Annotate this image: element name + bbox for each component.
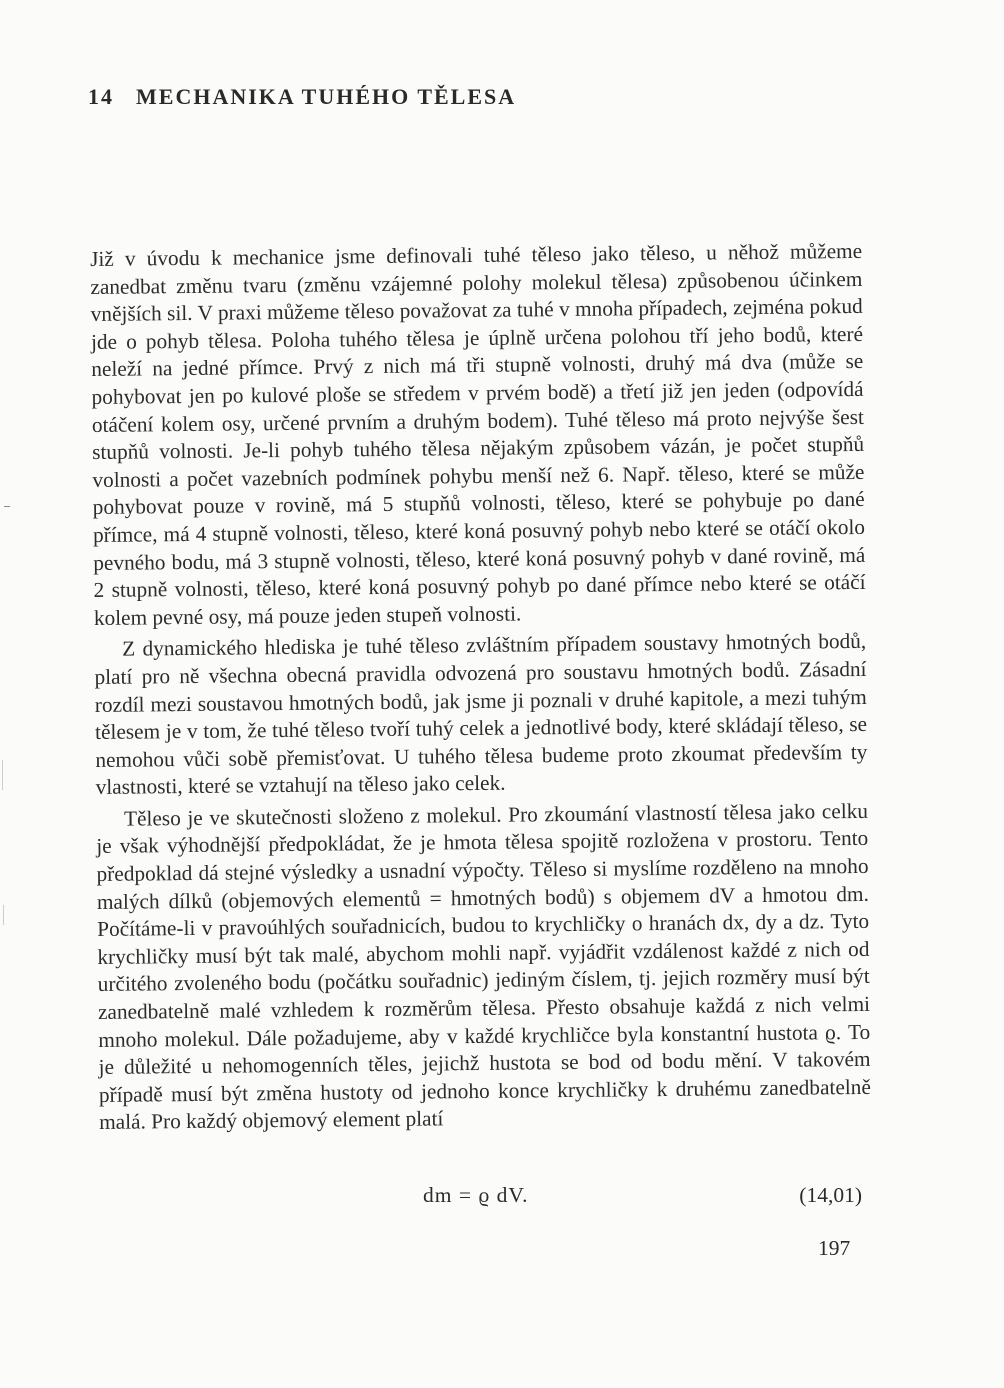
- scan-mark: [4, 506, 10, 507]
- chapter-title: MECHANIKA TUHÉHO TĚLESA: [136, 84, 517, 109]
- scan-mark: [2, 760, 3, 790]
- running-header: [88, 84, 516, 110]
- scan-mark: [3, 905, 4, 925]
- paragraph-2: Z dynamického hlediska je tuhé těleso zvláštním případem soustavy hmotných bodů, platí pro ně všechna obecná pravidla odvozená pro soustavu hmotných bodů. Zásadní rozdíl mezi soustavou hmotných bodů, jak jsme ji poznali v druhé kapitole, a mezi tuhým tělesem je v tom, že tuhé těleso tvoří tuhý celek a jednotlivé body, které skládají těleso, se nemohou vůči sobě přemisťovat. U tuhého tělesa budeme proto zkoumat především ty vlastnosti, které se vztahují na těleso jako celek.: [94, 629, 868, 800]
- chapter-number: 14: [88, 84, 114, 109]
- paragraph-1: Již v úvodu k mechanice jsme definovali tuhé těleso jako těleso, u něhož můžeme zanedbat změnu tvaru (změnu vzájemné polohy molekul tělesa) způsobenou účinkem vnějších sil. V praxi můžeme těleso považovat za tuhé v mnoha případech, zejména pokud jde o pohyb tělesa. Poloha tuhého tělesa je úplně určena polohou tří jeho bodů, které neleží na jedné přímce. Prvý z nich má tři stupně volnosti, druhý má dva (může se pohybovat jen po kulové ploše se středem v prvém bodě) a třetí již jen jeden (odpovídá otáčení kolem osy, určené prvním a druhým bodem). Tuhé těleso má proto nejvýše šest stupňů volnosti. Je-li pohyb tuhého tělesa nějakým způsobem vázán, je počet stupňů volnosti a počet vazebních podmínek pohybu menší než 6. Např. těleso, které se může pohybovat pouze v rovině, má 5 stupňů volnosti, těleso, které se pohybuje po dané přímce, má 4 stupně volnosti, těleso, které koná posuvný pohyb nebo které se otáčí okolo pevného bodu, má 3 stupně volnosti, těleso, které koná posuvný pohyb v dané rovině, má 2 stupně volnosti, těleso, které koná posuvný pohyb po dané přímce nebo které se otáčí kolem pevné osy, má pouze jeden stupeň volnosti.: [90, 238, 866, 630]
- body-text: [90, 238, 871, 1137]
- equation-row: [90, 1183, 862, 1213]
- equation-number: (14,01): [799, 1183, 862, 1207]
- paragraph-3: Těleso je ve skutečnosti složeno z molekul. Pro zkoumání vlastností tělesa jako celku je však výhodnější předpokládat, že je hmota tělesa spojitě rozložena v prostoru. Tento předpoklad dá stejné výsledky a usnadní výpočty. Těleso si myslíme rozděleno na mnoho malých dílků (objemových elementů = hmotných bodů) s objemem dV a hmotou dm. Počítáme-li v pravoúhlých souřadnicích, budou to krychličky o hranách dx, dy a dz. Tyto krychličky musí být tak malé, abychom mohli např. vyjádřit vzdálenost každé z nich od určitého zvoleného bodu (počátku souřadnic) jediným číslem, tj. jejich rozměry musí být zanedbatelně malé vzhledem k rozměrům tělesa. Přesto obsahuje každá z nich velmi mnoho molekul. Dále požadujeme, aby v každé krychličce byla konstantní hustota ϱ. To je důležité u nehomogenních těles, jejichž hustota se bod od bodu mění. V takovém případě musí být změna hustoty od jednoho konce krychličky k druhému zanedbatelně malá. Pro každý objemový element platí: [96, 798, 871, 1135]
- page-number: 197: [818, 1236, 851, 1260]
- equation-formula: dm = ϱ dV.: [423, 1183, 529, 1207]
